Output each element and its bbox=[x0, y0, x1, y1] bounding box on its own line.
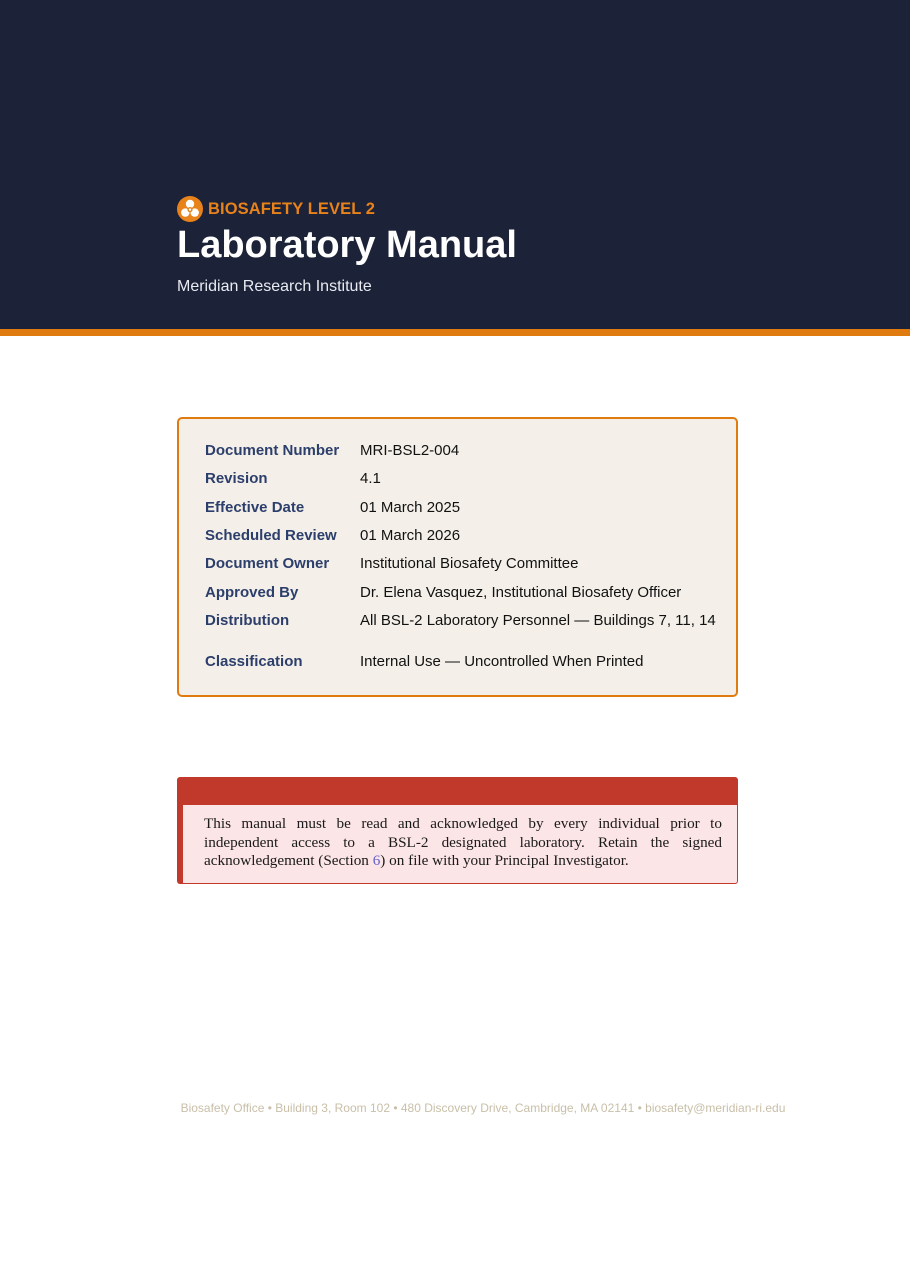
notice-body bbox=[177, 805, 738, 884]
notice-text-start: This manual must be read and acknowledged by every individual prior to independent access to a BSL-2 designated laboratory. Retain the signed acknowledgement (Section bbox=[204, 815, 722, 869]
info-label: Scheduled Review bbox=[205, 527, 337, 544]
info-label: Document Owner bbox=[205, 555, 330, 572]
notice-text-end: ) on file with your Principal Investigator. bbox=[380, 852, 629, 869]
info-value: All BSL-2 Laboratory Personnel — Buildings 7, 11, 14 bbox=[360, 612, 716, 629]
info-label: Approved By bbox=[205, 584, 299, 601]
notice-header-bar bbox=[177, 777, 738, 805]
info-value: Internal Use — Uncontrolled When Printed bbox=[360, 653, 644, 670]
cover-header bbox=[0, 0, 910, 329]
info-value: 01 March 2025 bbox=[360, 499, 461, 516]
info-value: MRI-BSL2-004 bbox=[360, 442, 460, 459]
info-value: 01 March 2026 bbox=[360, 527, 461, 544]
info-value: 4.1 bbox=[360, 470, 381, 487]
footer-contact: Biosafety Office • Building 3, Room 102 • 480 Discovery Drive, Cambridge, MA 02141 • biosafety@meridian-ri.edu bbox=[180, 1101, 786, 1115]
info-label: Revision bbox=[205, 470, 268, 487]
header-accent-stripe bbox=[0, 329, 910, 336]
notice-text bbox=[204, 815, 722, 871]
info-label: Distribution bbox=[205, 612, 290, 629]
info-label: Classification bbox=[205, 653, 303, 670]
info-value: Institutional Biosafety Committee bbox=[360, 555, 579, 572]
acknowledgement-notice bbox=[177, 777, 738, 884]
institution-name: Meridian Research Institute bbox=[177, 278, 372, 295]
biohazard-icon bbox=[177, 196, 203, 222]
page-title: Laboratory Manual bbox=[177, 224, 517, 266]
document-info-box bbox=[177, 417, 738, 697]
biosafety-level-row bbox=[177, 196, 375, 222]
biosafety-level-label: BIOSAFETY LEVEL 2 bbox=[208, 199, 376, 218]
section-reference-link[interactable]: 6 bbox=[372, 852, 381, 869]
info-value: Dr. Elena Vasquez, Institutional Biosafety Officer bbox=[360, 584, 682, 601]
info-label: Document Number bbox=[205, 442, 340, 459]
info-label: Effective Date bbox=[205, 499, 305, 516]
